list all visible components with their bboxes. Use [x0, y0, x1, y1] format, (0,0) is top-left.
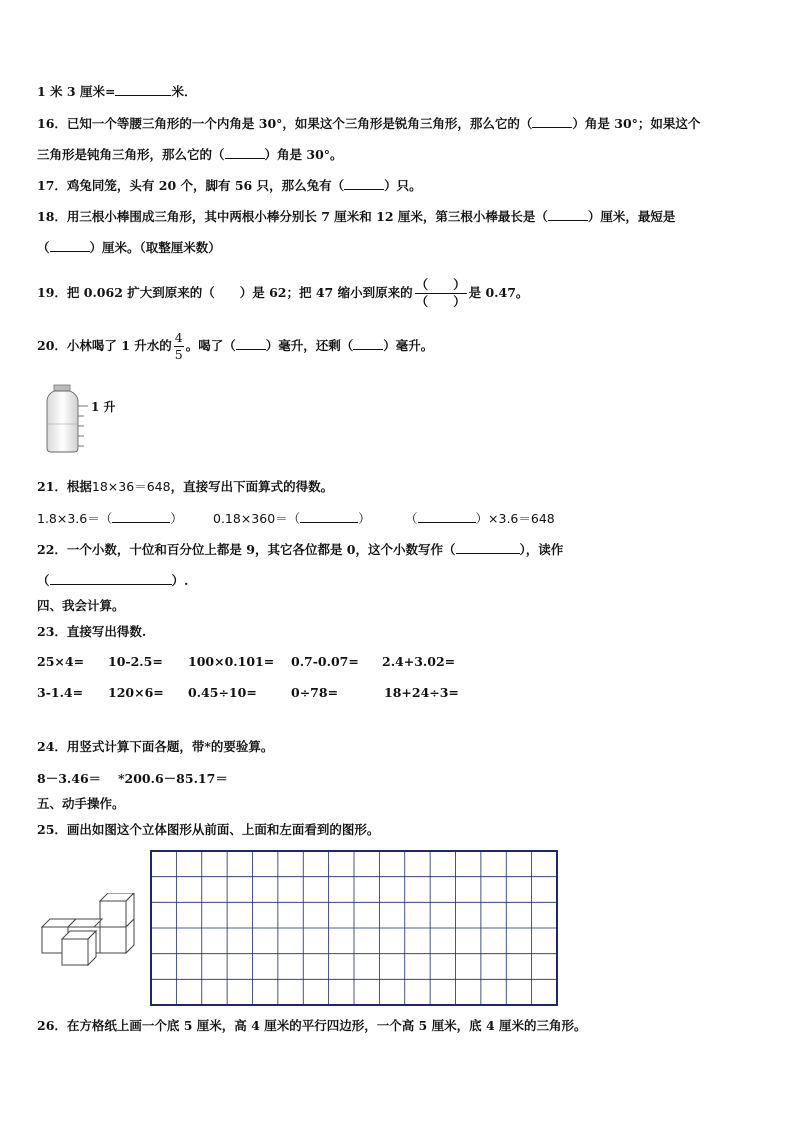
question-22-line1	[37, 540, 563, 559]
q18-text-a: 18．用三根小棒围成三角形，其中两根小棒分别长 7 厘米和 12 厘米，第三根小棒最长是（	[37, 209, 548, 224]
q21-expr2-end: ）	[358, 511, 371, 526]
vertical-calc-item: 8－3.46＝	[37, 771, 102, 786]
bottle-label: 1 升	[91, 400, 116, 414]
q17-text-b: ）只。	[384, 178, 422, 193]
answer-blank[interactable]	[548, 207, 588, 221]
answer-blank[interactable]	[50, 571, 172, 585]
q20-text-a: 20．小林喝了 1 升水的	[37, 338, 172, 353]
q22-text-d: ）.	[171, 573, 189, 588]
q16-text-c: 三角形是钝角三角形，那么它的（	[37, 147, 225, 162]
calc-item: 3-1.4=	[37, 685, 84, 700]
q21-expr3-end: ）×3.6＝648	[475, 511, 555, 526]
q16-text-d: ）角是 30°。	[264, 147, 343, 162]
question-21-expr-1	[37, 509, 183, 528]
q16-text-a: 16．已知一个等腰三角形的一个内角是 30°，如果这个三角形是锐角三角形，那么它的（	[37, 116, 533, 131]
q15-prefix: 1 米 3 厘米=	[37, 84, 116, 99]
answer-blank[interactable]	[236, 336, 266, 350]
calc-item: 120×6=	[108, 685, 164, 700]
calc-item: 2.4+3.02=	[382, 654, 456, 669]
question-23-title: 23．直接写出得数.	[37, 624, 147, 639]
calc-item: 0.45÷10=	[188, 685, 257, 700]
q21-given-equation: 18×36＝648	[91, 479, 171, 494]
question-25-title: 25．画出如图这个立体图形从前面、上面和左面看到的图形。	[37, 822, 380, 837]
section-5-heading: 五、动手操作。	[37, 796, 125, 811]
fraction-numerator: （ ）	[415, 277, 466, 292]
answer-blank[interactable]	[344, 176, 384, 190]
calc-item: 0÷78=	[291, 685, 339, 700]
fraction-denominator: （ ）	[415, 294, 466, 309]
question-26-title: 26．在方格纸上画一个底 5 厘米，高 4 厘米的平行四边形，一个高 5 厘米，底 4 厘米的三角形。	[37, 1018, 587, 1033]
q22-text-a: 22．一个小数，十位和百分位上都是 9，其它各位都是 0，这个小数写作（	[37, 542, 456, 557]
grid-paper[interactable]	[150, 850, 560, 1011]
answer-blank[interactable]	[225, 145, 265, 159]
question-18-line2	[37, 238, 221, 257]
q21-text-b: ，直接写出下面算式的得数。	[170, 479, 334, 494]
calc-item: 0.7-0.07=	[291, 654, 359, 669]
answer-blank[interactable]	[115, 82, 171, 96]
answer-blank[interactable]	[353, 336, 383, 350]
question-19	[37, 270, 528, 316]
q21-expr3-text: （	[405, 511, 418, 526]
calc-item: 10-2.5=	[108, 654, 163, 669]
answer-blank[interactable]	[418, 509, 476, 523]
q21-expr1-end: ）	[170, 511, 183, 526]
q19-fraction-blank[interactable]	[415, 277, 467, 310]
q21-expr2-text: 0.18×360＝（	[213, 511, 301, 526]
answer-blank[interactable]	[50, 238, 90, 252]
answer-blank[interactable]	[112, 509, 170, 523]
q22-text-c: （	[37, 573, 50, 588]
question-18-line1	[37, 207, 675, 226]
q21-text-a: 21．根据	[37, 479, 92, 494]
question-15	[37, 82, 196, 101]
question-22-line2	[37, 571, 188, 590]
q18-text-d: ）厘米。（取整厘米数）	[89, 240, 221, 255]
question-21-title	[37, 478, 333, 496]
q18-text-c: （	[37, 240, 50, 255]
question-16-line1	[37, 114, 700, 133]
q15-suffix: 米．	[171, 84, 197, 99]
answer-blank[interactable]	[300, 509, 358, 523]
question-16-line2	[37, 145, 343, 164]
q19-text-b: 是 0.47。	[468, 285, 529, 300]
q22-text-b: ），读作	[519, 542, 564, 557]
calc-item: 25×4=	[37, 654, 85, 669]
fraction-denominator: 5	[174, 347, 183, 362]
answer-blank[interactable]	[532, 114, 572, 128]
question-21-expr-3	[405, 509, 555, 528]
fraction-numerator: 4	[174, 330, 183, 345]
q20-text-d: ）毫升。	[383, 338, 434, 353]
question-21-expr-2	[213, 509, 371, 528]
question-24-title: 24．用竖式计算下面各题，带*的要验算。	[37, 739, 274, 754]
vertical-calc-item: *200.6－85.17＝	[118, 771, 228, 786]
section-4-heading: 四、我会计算。	[37, 598, 125, 613]
calc-item: 100×0.101=	[188, 654, 275, 669]
water-bottle-illustration	[44, 384, 134, 457]
question-17	[37, 176, 422, 195]
q16-text-b: ）角是 30°；如果这个	[572, 116, 701, 131]
answer-blank[interactable]	[456, 540, 520, 554]
question-20	[37, 324, 433, 368]
cube-solid-figure	[40, 893, 140, 976]
q20-fraction	[174, 330, 184, 363]
q20-text-c: ）毫升，还剩（	[265, 338, 354, 353]
q17-text-a: 17．鸡兔同笼，头有 20 个，脚有 56 只，那么兔有（	[37, 178, 345, 193]
q19-text-a: 19．把 0.062 扩大到原来的（ ）是 62；把 47 缩小到原来的	[37, 285, 413, 300]
calc-item: 18+24÷3=	[384, 685, 459, 700]
q18-text-b: ）厘米，最短是	[587, 209, 676, 224]
q21-expr1-text: 1.8×3.6＝（	[37, 511, 113, 526]
q20-text-b: 。喝了（	[185, 338, 236, 353]
